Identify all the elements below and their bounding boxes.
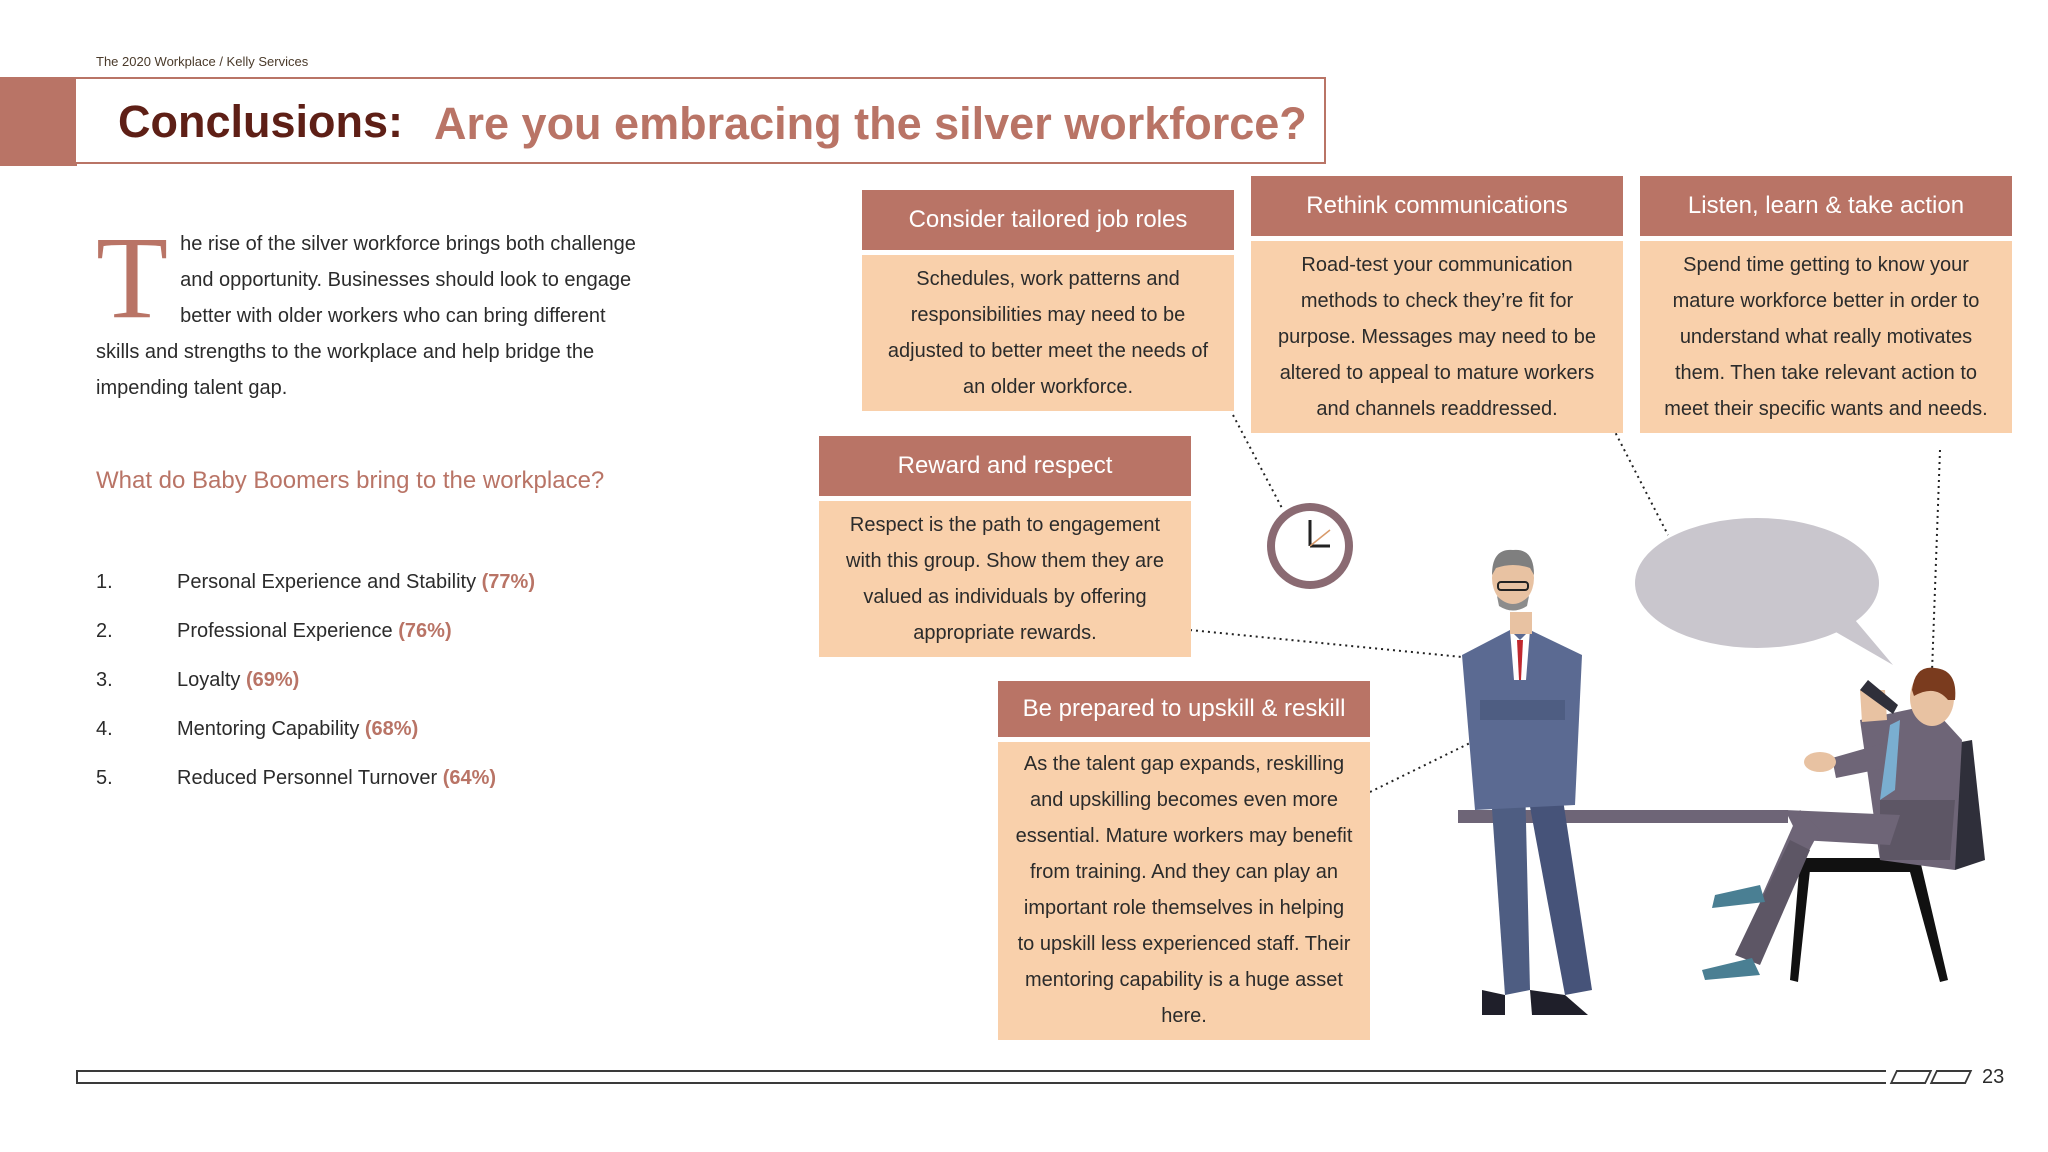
footer-bar-segment [1930,1070,1973,1084]
card-body: Schedules, work patterns and responsibilities may need to be adjusted to better meet the needs of an older workforce. [862,255,1234,411]
card-title: Reward and respect [819,436,1191,496]
list-label: Personal Experience and Stability [177,571,477,593]
card-title: Listen, learn & take action [1640,176,2012,236]
list-percent: (68%) [364,718,419,740]
card-title: Rethink communications [1251,176,1623,236]
card-title: Be prepared to upskill & reskill [998,681,1370,737]
intro-dropcap: T [96,212,169,343]
seated-man-figure [1702,668,1985,982]
card-listen-learn [1640,176,2012,433]
list-number: 3. [96,669,113,691]
list-label: Professional Experience [177,620,393,642]
connector-upskill [1370,742,1472,792]
card-body: Road-test your communication methods to check they’re fit for purpose. Messages may need to be altered to appeal to mature workers and channels readdressed. [1251,241,1623,433]
card-body: As the talent gap expands, reskilling and upskilling becomes even more essential. Mature workers may benefit from training. And they can play an important role themselves in helping to upskill less experienced staff. Their mentoring capability is a huge asset here. [998,742,1370,1040]
connector-listen [1932,450,1940,672]
speech-bubble-icon [1635,518,1893,665]
clock-icon [1267,503,1353,589]
list-label: Mentoring Capability [177,718,360,740]
page-title: Conclusions: [118,96,404,147]
standing-man-figure [1462,550,1592,1015]
list-number: 5. [96,767,113,789]
section-question: What do Baby Boomers bring to the workplace? [96,467,605,494]
list-percent: (76%) [398,620,452,642]
footer-bar [76,1070,1886,1084]
card-upskill-reskill [998,681,1370,1040]
footer-bar-segment [1890,1070,1933,1084]
card-title: Consider tailored job roles [862,190,1234,250]
intro-text: he rise of the silver workforce brings both challenge and opportunity. Businesses should look to engage better with older workers who can bring different skills and strengths to the workplace and help bridge the impending talent gap. [96,233,636,399]
card-rethink-communications [1251,176,1623,433]
breadcrumb: The 2020 Workplace / Kelly Services [96,54,309,69]
list-percent: (69%) [245,669,300,691]
list-label: Loyalty [177,669,241,691]
list-percent: (77%) [481,571,535,593]
list-number: 2. [96,620,113,642]
list-percent: (64%) [442,767,497,789]
list-label: Reduced Personnel Turnover [177,767,438,789]
list-number: 4. [96,718,113,740]
card-body: Spend time getting to know your mature workforce better in order to understand what really motivates them. Then take relevant action to meet their specific wants and needs. [1640,241,2012,433]
page-subtitle: Are you embracing the silver workforce? [434,98,1307,149]
connector-reward [1190,630,1462,657]
card-tailored-job-roles [862,190,1234,411]
connector-communications [1613,428,1668,535]
page-number: 23 [1982,1066,2005,1088]
card-body: Respect is the path to engagement with this group. Show them they are valued as individuals by offering appropriate rewards. [819,501,1191,657]
list-number: 1. [96,571,113,593]
card-reward-respect [819,436,1191,657]
